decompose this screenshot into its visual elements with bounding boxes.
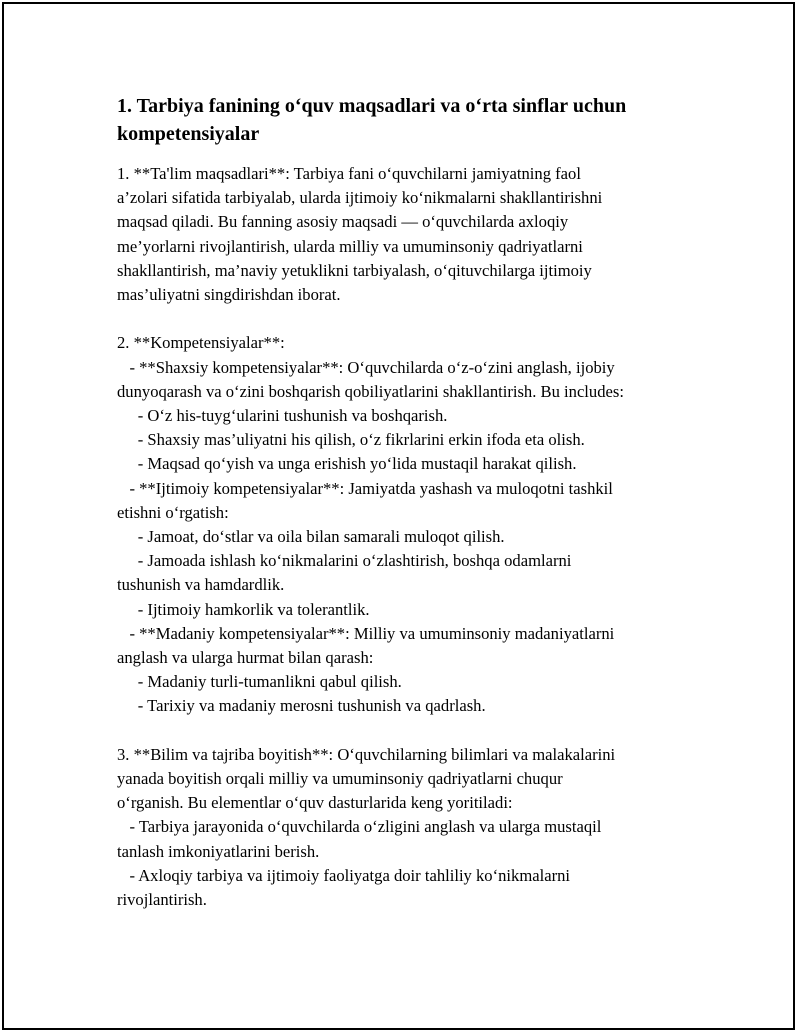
paragraph-gap: [117, 719, 697, 743]
document-body: [117, 92, 697, 912]
text-line: - Axloqiy tarbiya va ijtimoiy faoliyatga doir tahliliy ko‘nikmalarni: [117, 865, 571, 885]
text-line: - **Ijtimoiy kompetensiyalar**: Jamiyatda yashash va muloqotni tashkil: [117, 478, 613, 498]
title-line-1: 1. Tarbiya fanining o‘quv maqsadlari va o‘rta sinflar uchun: [117, 95, 627, 117]
text-line: 2. **Kompetensiyalar**:: [117, 333, 285, 353]
text-line: - Tarixiy va madaniy merosni tushunish va qadrlash.: [117, 696, 486, 716]
text-line: - O‘z his-tuyg‘ularini tushunish va boshqarish.: [117, 406, 448, 426]
text-line: - Jamoat, do‘stlar va oila bilan samarali muloqot qilish.: [117, 527, 505, 547]
text-line: rivojlantirish.: [117, 890, 207, 910]
paragraph-gap: [117, 307, 697, 331]
text-line: a’zolari sifatida tarbiyalab, ularda ijtimoiy ko‘nikmalarni shakllantirishni: [117, 188, 603, 208]
text-line: mas’uliyatni singdirishdan iborat.: [117, 285, 341, 305]
text-line: dunyoqarash va o‘zini boshqarish qobiliyatlarini shakllantirish. Bu includes:: [117, 381, 624, 401]
text-line: - Ijtimoiy hamkorlik va tolerantlik.: [117, 599, 370, 619]
text-line: 1. **Ta'lim maqsadlari**: Tarbiya fani o‘quvchilarni jamiyatning faol: [117, 164, 581, 183]
text-line: - **Madaniy kompetensiyalar**: Milliy va umuminsoniy madaniyatlarni: [117, 623, 615, 643]
text-line: - **Shaxsiy kompetensiyalar**: O‘quvchilarda o‘z-o‘zini anglash, ijobiy: [117, 357, 615, 377]
text-line: anglash va ularga hurmat bilan qarash:: [117, 648, 374, 668]
text-line: - Shaxsiy mas’uliyatni his qilish, o‘z fikrlarini erkin ifoda eta olish.: [117, 430, 585, 450]
section-bilim-tajriba: [117, 743, 697, 912]
text-line: - Jamoada ishlash ko‘nikmalarini o‘zlashtirish, boshqa odamlarni: [117, 551, 572, 571]
text-line: - Madaniy turli-tumanlikni qabul qilish.: [117, 672, 402, 692]
text-line: me’yorlarni rivojlantirish, ularda milliy va umuminsoniy qadriyatlarni: [117, 236, 583, 256]
text-line: tushunish va hamdardlik.: [117, 575, 285, 595]
title-line-2: kompetensiyalar: [117, 123, 260, 145]
text-line: maqsad qiladi. Bu fanning asosiy maqsadi — o‘quvchilarda axloqiy: [117, 212, 569, 232]
section-kompetensiyalar: [117, 331, 697, 718]
text-line: tanlash imkoniyatlarini berish.: [117, 841, 320, 861]
text-line: 3. **Bilim va tajriba boyitish**: O‘quvchilarning bilimlari va malakalarini: [117, 744, 616, 764]
text-line: etishni o‘rgatish:: [117, 502, 229, 522]
section-talim-maqsadlari: [117, 162, 697, 307]
text-line: yanada boyitish orqali milliy va umuminsoniy qadriyatlarni chuqur: [117, 769, 563, 789]
text-line: shakllantirish, ma’naviy yetuklikni tarbiyalash, o‘qituvchilarga ijtimoiy: [117, 260, 592, 280]
text-line: - Tarbiya jarayonida o‘quvchilarda o‘zligini anglash va ularga mustaqil: [117, 817, 602, 837]
document-title: [117, 92, 697, 148]
text-line: o‘rganish. Bu elementlar o‘quv dasturlarida keng yoritiladi:: [117, 793, 513, 813]
text-line: - Maqsad qo‘yish va unga erishish yo‘lida mustaqil harakat qilish.: [117, 454, 577, 474]
